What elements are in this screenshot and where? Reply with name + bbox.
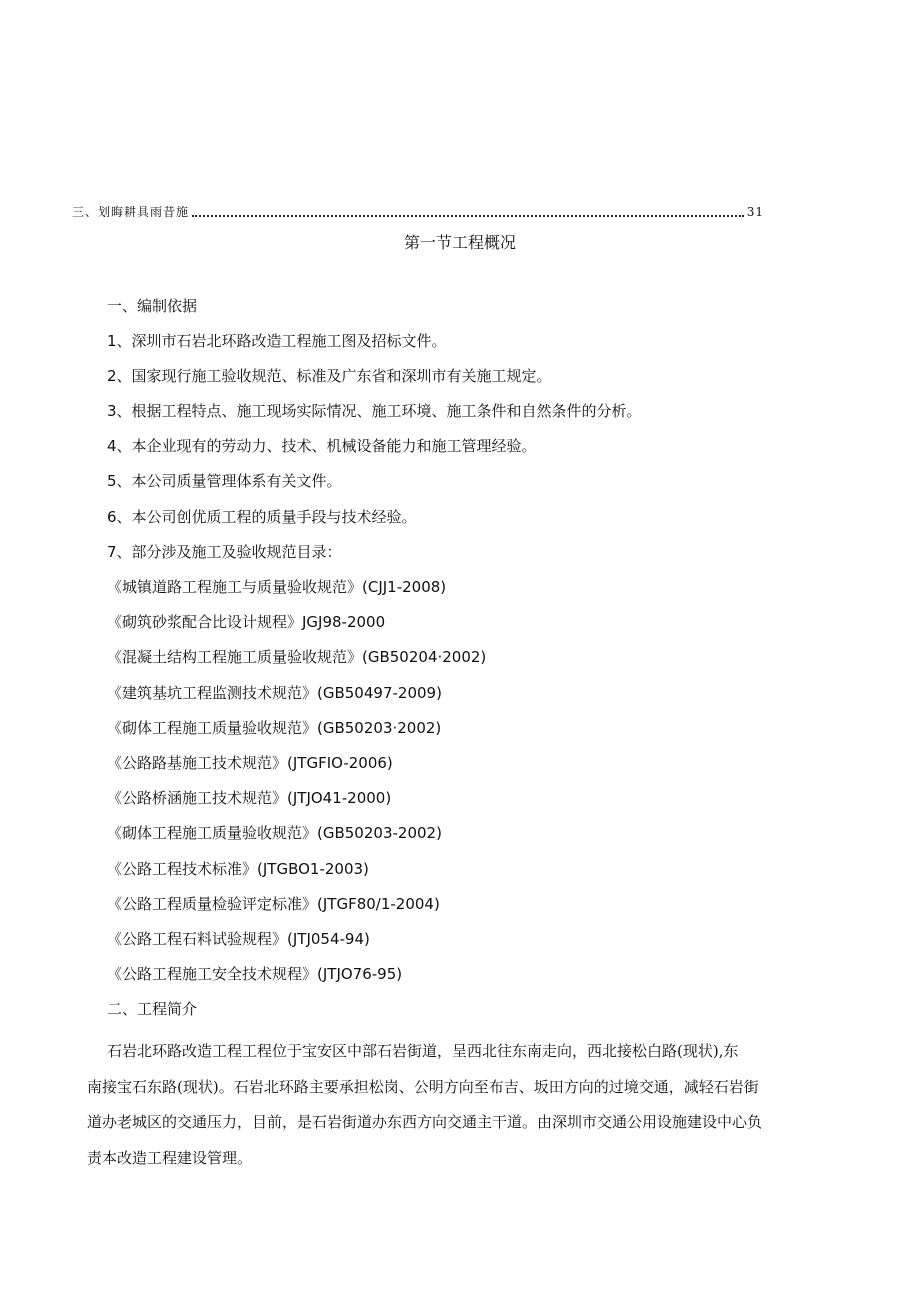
standard-item: 《砌体工程施工质量验收规范》(GB50203·2002) (107, 719, 442, 737)
standard-item: 《公路桥涵施工技术规范》(JTJO41-2000) (107, 789, 392, 807)
basis-item: 1、深圳市石岩北环路改造工程施工图及招标文件。 (107, 332, 447, 350)
standard-item: 《公路工程施工安全技术规程》(JTJO76-95) (107, 965, 403, 983)
standard-item: 《公路路基施工技术规范》(JTGFIO-2006) (107, 754, 393, 772)
standard-item: 《混凝土结构工程施工质量验收规范》(GB50204·2002) (107, 648, 487, 666)
paragraph-line: 责本改造工程建设管理。 (87, 1148, 253, 1167)
toc-entry-text: 三、划晦耕具雨昔施 (72, 205, 190, 219)
standard-item: 《公路工程石料试验规程》(JTJ054-94) (107, 930, 370, 948)
toc-leader-dots (192, 203, 744, 217)
project-intro-paragraph (87, 1034, 832, 1176)
standard-item: 《城镇道路工程施工与质量验收规范》(CJJ1-2008) (107, 578, 447, 596)
basis-item: 5、本公司质量管理体系有关文件。 (107, 472, 342, 490)
standard-item: 《公路工程技术标准》(JTGBO1-2003) (107, 860, 369, 878)
toc-page-number: 31 (746, 205, 764, 219)
standard-item: 《公路工程质量检验评定标准》(JTGF80/1-2004) (107, 895, 440, 913)
basis-item: 7、部分涉及施工及验收规范目录： (107, 543, 342, 561)
section-title: 第一节工程概况 (403, 233, 516, 252)
basis-item: 2、国家现行施工验收规范、标准及广东省和深圳市有关施工规定。 (107, 367, 552, 385)
part1-heading: 一、编制依据 (107, 297, 198, 315)
paragraph-line: 南接宝石东路(现状)。石岩北环路主要承担松岗、公明方向至布吉、坂田方向的过境交通，减轻石岩街 (87, 1077, 759, 1096)
standard-item: 《砌体工程施工质量验收规范》(GB50203-2002) (107, 824, 442, 842)
standard-item: 《砌筑砂浆配合比设计规程》JGJ98-2000 (107, 613, 386, 631)
paragraph-line: 道办老城区的交通压力，目前，是石岩街道办东西方向交通主干道。由深圳市交通公用设施建设中心负 (87, 1113, 763, 1131)
basis-item: 3、根据工程特点、施工现场实际情况、施工环境、施工条件和自然条件的分析。 (107, 402, 642, 420)
standard-item: 《建筑基坑工程监测技术规范》(GB50497-2009) (107, 684, 442, 702)
paragraph-line: 石岩北环路改造工程工程位于宝安区中部石岩街道，呈西北往东南走向，西北接松白路(现状),东 (107, 1042, 739, 1060)
part2-heading: 二、工程简介 (107, 1000, 198, 1018)
basis-item: 4、本企业现有的劳动力、技术、机械设备能力和施工管理经验。 (107, 437, 537, 455)
toc-entry[interactable] (72, 204, 764, 220)
basis-item: 6、本公司创优质工程的质量手段与技术经验。 (107, 508, 417, 526)
